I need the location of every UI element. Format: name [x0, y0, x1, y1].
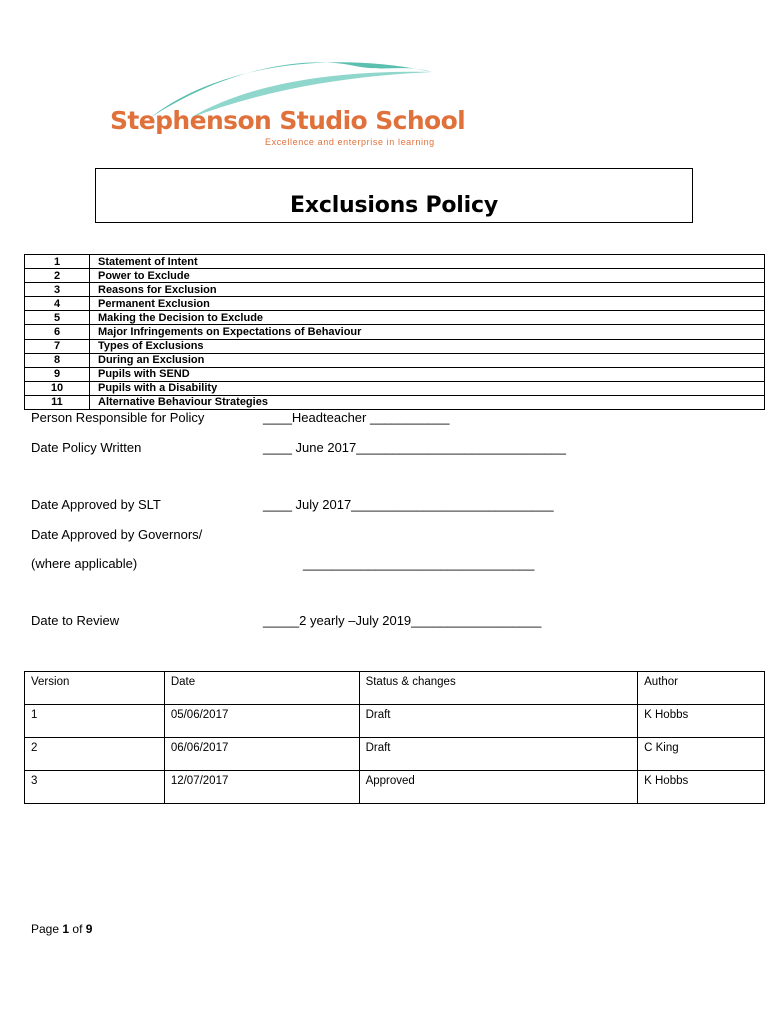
contents-number: 7: [25, 339, 90, 353]
contents-topic: Types of Exclusions: [90, 339, 765, 353]
table-row: [25, 705, 765, 738]
table-row: [25, 255, 765, 269]
table-row: [25, 395, 765, 409]
page-of: of: [72, 922, 83, 936]
contents-number: 1: [25, 255, 90, 269]
table-row: [25, 367, 765, 381]
page-current: 1: [62, 922, 70, 936]
contents-table: [24, 254, 765, 410]
school-name: Stephenson Studio School: [110, 106, 466, 135]
where-applicable-value: ________________________________: [303, 556, 535, 571]
table-row: [25, 738, 765, 771]
date-written-label: Date Policy Written: [31, 440, 142, 455]
table-row: [25, 381, 765, 395]
cell-author: C King: [638, 738, 765, 771]
contents-topic: Making the Decision to Exclude: [90, 311, 765, 325]
contents-number: 6: [25, 325, 90, 339]
contents-number: 2: [25, 269, 90, 283]
contents-number: 9: [25, 367, 90, 381]
cell-status: Draft: [359, 705, 638, 738]
table-row: [25, 339, 765, 353]
header-date: Date: [164, 672, 359, 705]
version-history-table: [24, 671, 765, 804]
cell-author: K Hobbs: [638, 705, 765, 738]
table-row: [25, 311, 765, 325]
contents-number: 11: [25, 395, 90, 409]
cell-date: 05/06/2017: [164, 705, 359, 738]
header-status: Status & changes: [359, 672, 638, 705]
contents-topic: Pupils with a Disability: [90, 381, 765, 395]
title-box: [95, 168, 693, 223]
document-title: Exclusions Policy: [290, 193, 498, 218]
header-version: Version: [25, 672, 165, 705]
table-row: [25, 325, 765, 339]
contents-topic: Reasons for Exclusion: [90, 283, 765, 297]
school-tagline: Excellence and enterprise in learning: [265, 137, 435, 147]
cell-date: 12/07/2017: [164, 771, 359, 804]
cell-version: 2: [25, 738, 165, 771]
table-row: [25, 283, 765, 297]
header-author: Author: [638, 672, 765, 705]
cell-version: 3: [25, 771, 165, 804]
table-row: [25, 269, 765, 283]
table-row: [25, 353, 765, 367]
contents-topic: Power to Exclude: [90, 269, 765, 283]
contents-number: 5: [25, 311, 90, 325]
date-review-value: _____2 yearly –July 2019__________________: [263, 613, 542, 628]
cell-version: 1: [25, 705, 165, 738]
page-footer: [31, 922, 92, 936]
cell-date: 06/06/2017: [164, 738, 359, 771]
contents-number: 10: [25, 381, 90, 395]
date-written-value: ____ June 2017_____________________________: [263, 440, 566, 455]
contents-topic: Major Infringements on Expectations of Behaviour: [90, 325, 765, 339]
date-approved-slt-value: ____ July 2017____________________________: [263, 497, 554, 512]
date-review-label: Date to Review: [31, 613, 120, 628]
person-responsible-value: ____Headteacher ___________: [263, 410, 450, 425]
person-responsible-label: Person Responsible for Policy: [31, 410, 205, 425]
date-approved-slt-label: Date Approved by SLT: [31, 497, 161, 512]
table-row: [25, 297, 765, 311]
cell-status: Draft: [359, 738, 638, 771]
contents-topic: Permanent Exclusion: [90, 297, 765, 311]
date-approved-governors-label: Date Approved by Governors/: [31, 527, 203, 542]
table-header-row: [25, 672, 765, 705]
contents-topic: Statement of Intent: [90, 255, 765, 269]
contents-topic: Pupils with SEND: [90, 367, 765, 381]
page-label: Page: [31, 922, 60, 936]
cell-status: Approved: [359, 771, 638, 804]
contents-topic: During an Exclusion: [90, 353, 765, 367]
contents-topic: Alternative Behaviour Strategies: [90, 395, 765, 409]
contents-number: 8: [25, 353, 90, 367]
page-total: 9: [85, 922, 93, 936]
table-row: [25, 771, 765, 804]
contents-number: 3: [25, 283, 90, 297]
where-applicable-label: (where applicable): [31, 556, 138, 571]
contents-number: 4: [25, 297, 90, 311]
school-logo: [100, 50, 500, 150]
cell-author: K Hobbs: [638, 771, 765, 804]
